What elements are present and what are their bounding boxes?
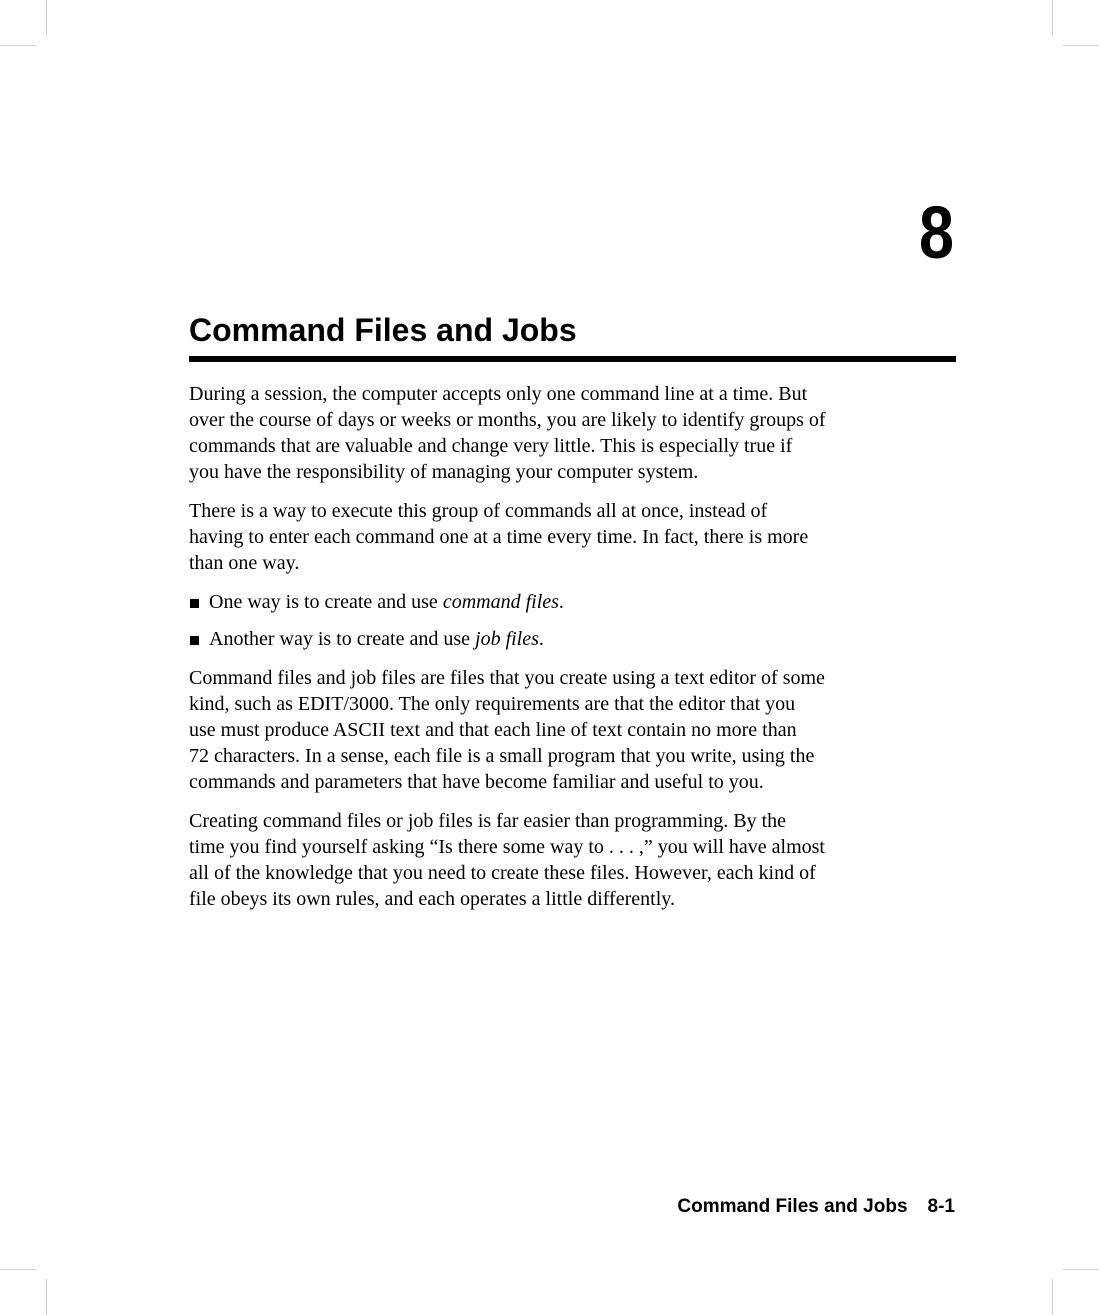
paragraph-files [189,665,959,795]
bullet-text: One way is to create and use [209,591,443,613]
bullet-square-icon [190,636,199,645]
crop-mark [1052,0,1053,36]
list-item [189,626,959,652]
paragraph-creating [189,808,959,912]
page-footer [677,1196,955,1218]
bullet-text: Another way is to create and use [209,628,476,650]
text-line: Creating command files or job files is far easier than programming. By the [189,810,787,832]
bullet-square-icon [190,599,199,608]
body-text [189,381,959,925]
bullet-emphasis: job files [475,628,539,650]
text-line: you have the responsibility of managing your computer system. [189,461,699,483]
crop-mark [1063,45,1099,46]
text-line: kind, such as EDIT/3000. The only requirements are that the editor that you [189,693,796,715]
chapter-number: 8 [918,191,953,274]
crop-mark [46,1279,47,1315]
text-line: having to enter each command one at a time every time. In fact, there is more [189,526,809,548]
footer-title: Command Files and Jobs [677,1196,908,1217]
bullet-emphasis: command files [442,591,559,613]
text-line: During a session, the computer accepts only one command line at a time. But [189,383,808,405]
crop-mark [46,0,47,36]
text-line: 72 characters. In a sense, each file is a small program that you write, using the [189,745,815,767]
bullet-list [189,589,959,652]
text-line: commands that are valuable and change very little. This is especially true if [189,435,793,457]
bullet-tail: . [558,591,564,613]
text-line: Command files and job files are files that you create using a text editor of some [189,667,825,689]
crop-mark [1052,1279,1053,1315]
page-number: 8-1 [927,1196,955,1217]
text-line: than one way. [189,552,300,574]
crop-mark [0,45,36,46]
list-item [189,589,959,615]
paragraph-intro [189,381,959,485]
bullet-tail: . [538,628,544,650]
text-line: over the course of days or weeks or months, you are likely to identify groups of [189,409,826,431]
title-rule [189,356,956,362]
text-line: There is a way to execute this group of commands all at once, instead of [189,500,768,522]
paragraph-ways [189,498,959,576]
chapter-title: Command Files and Jobs [189,312,577,348]
text-line: commands and parameters that have become familiar and useful to you. [189,771,764,793]
text-line: all of the knowledge that you need to create these files. However, each kind of [189,862,816,884]
crop-mark [1063,1269,1099,1270]
text-line: use must produce ASCII text and that each line of text contain no more than [189,719,797,741]
text-line: time you find yourself asking “Is there some way to . . . ,” you will have almost [189,836,825,858]
text-line: file obeys its own rules, and each operates a little differently. [189,888,675,910]
crop-mark [0,1269,36,1270]
